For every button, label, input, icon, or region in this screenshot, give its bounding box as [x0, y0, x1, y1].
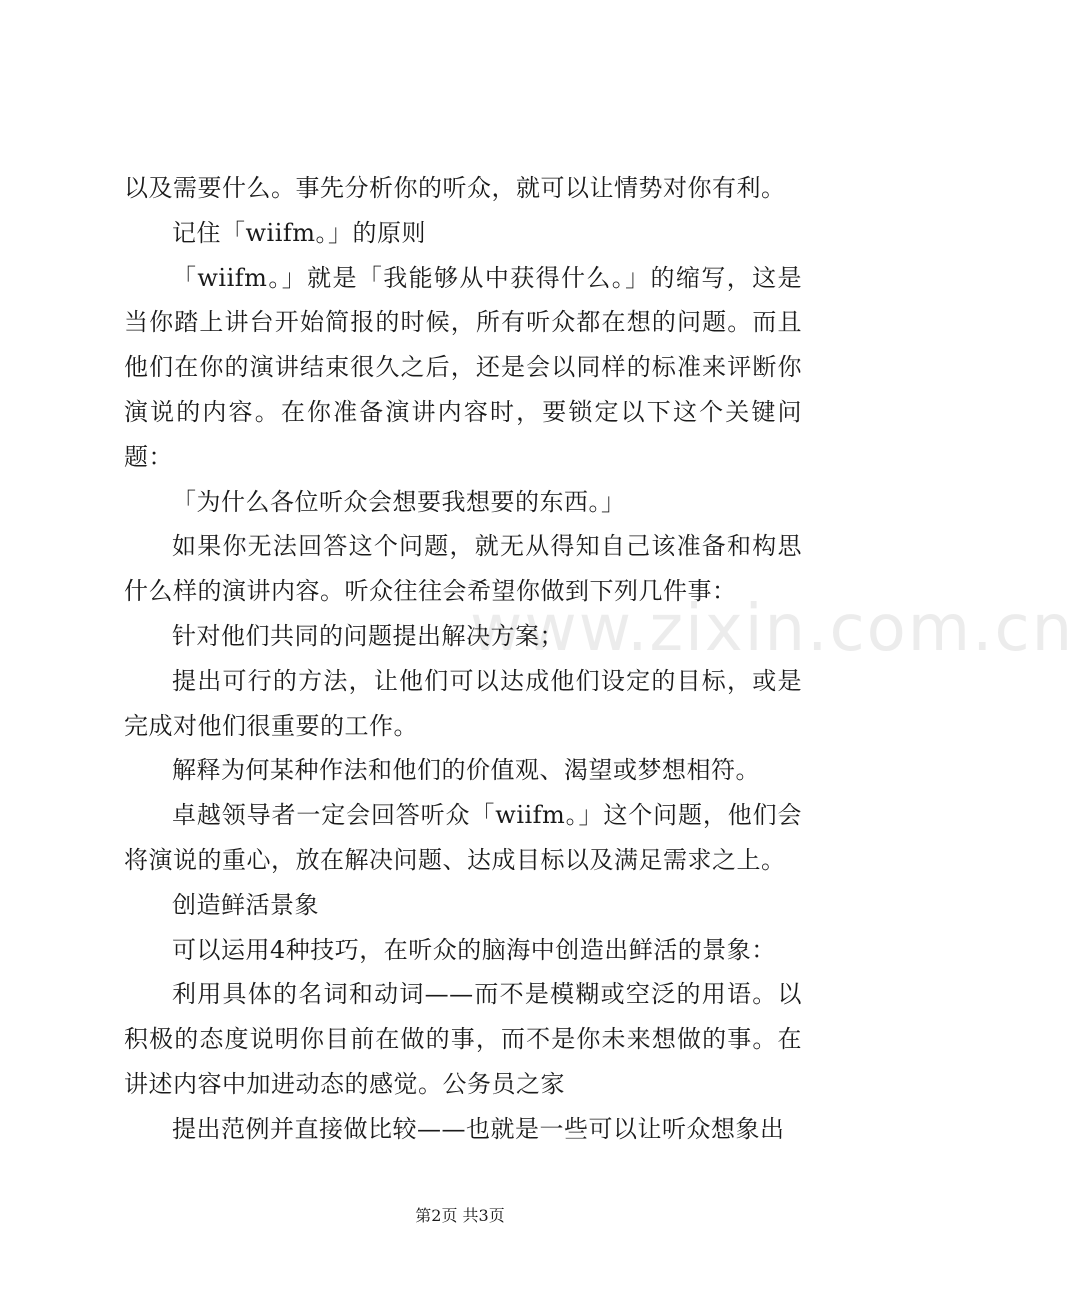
- watermark: www.zixin.com.cn: [470, 592, 1074, 666]
- paragraph-6: 针对他们共同的问题提出解决方案；: [172, 621, 564, 650]
- paragraph-3: 「wiifm。」就是「我能够从中获得什么。」的缩写，这是当你踏上讲台开始简报的时候，所有听众都在想的问题。而且他们在你的演讲结束很久之后，还是会以同样的标准来评断你演说的内容。在你准备演讲内容时，要锁定以下这个关键问题：: [124, 263, 802, 471]
- paragraph-1: 以及需要什么。事先分析你的听众，就可以让情势对你有利。: [124, 174, 786, 202]
- page-footer: 第2页 共3页: [415, 1206, 505, 1225]
- paragraph-7: 提出可行的方法，让他们可以达成他们设定的目标，或是完成对他们很重要的工作。: [124, 666, 802, 740]
- document-body: [124, 166, 802, 1152]
- paragraph-9: 卓越领导者一定会回答听众「wiifm。」这个问题，他们会将演说的重心，放在解决问题、达成目标以及满足需求之上。: [124, 801, 802, 874]
- paragraph-4: 「为什么各位听众会想要我想要的东西。」: [172, 487, 626, 516]
- paragraph-2: 记住「wiifm。」的原则: [172, 218, 427, 247]
- paragraph-5: 如果你无法回答这个问题，就无从得知自己该准备和构思什么样的演讲内容。听众往往会希望你做到下列几件事：: [124, 532, 802, 606]
- paragraph-13: 提出范例并直接做比较——也就是一些可以让听众想象出: [172, 1114, 785, 1143]
- paragraph-12: 利用具体的名词和动词——而不是模糊或空泛的用语。以积极的态度说明你目前在做的事，而不是你未来想做的事。在讲述内容中加进动态的感觉。公务员之家: [124, 980, 802, 1098]
- paragraph-11: 可以运用4种技巧，在听众的脑海中创造出鲜活的景象：: [172, 935, 776, 964]
- paragraph-10: 创造鲜活景象: [172, 890, 319, 919]
- paragraph-8: 解释为何某种作法和他们的价值观、渴望或梦想相符。: [172, 756, 760, 785]
